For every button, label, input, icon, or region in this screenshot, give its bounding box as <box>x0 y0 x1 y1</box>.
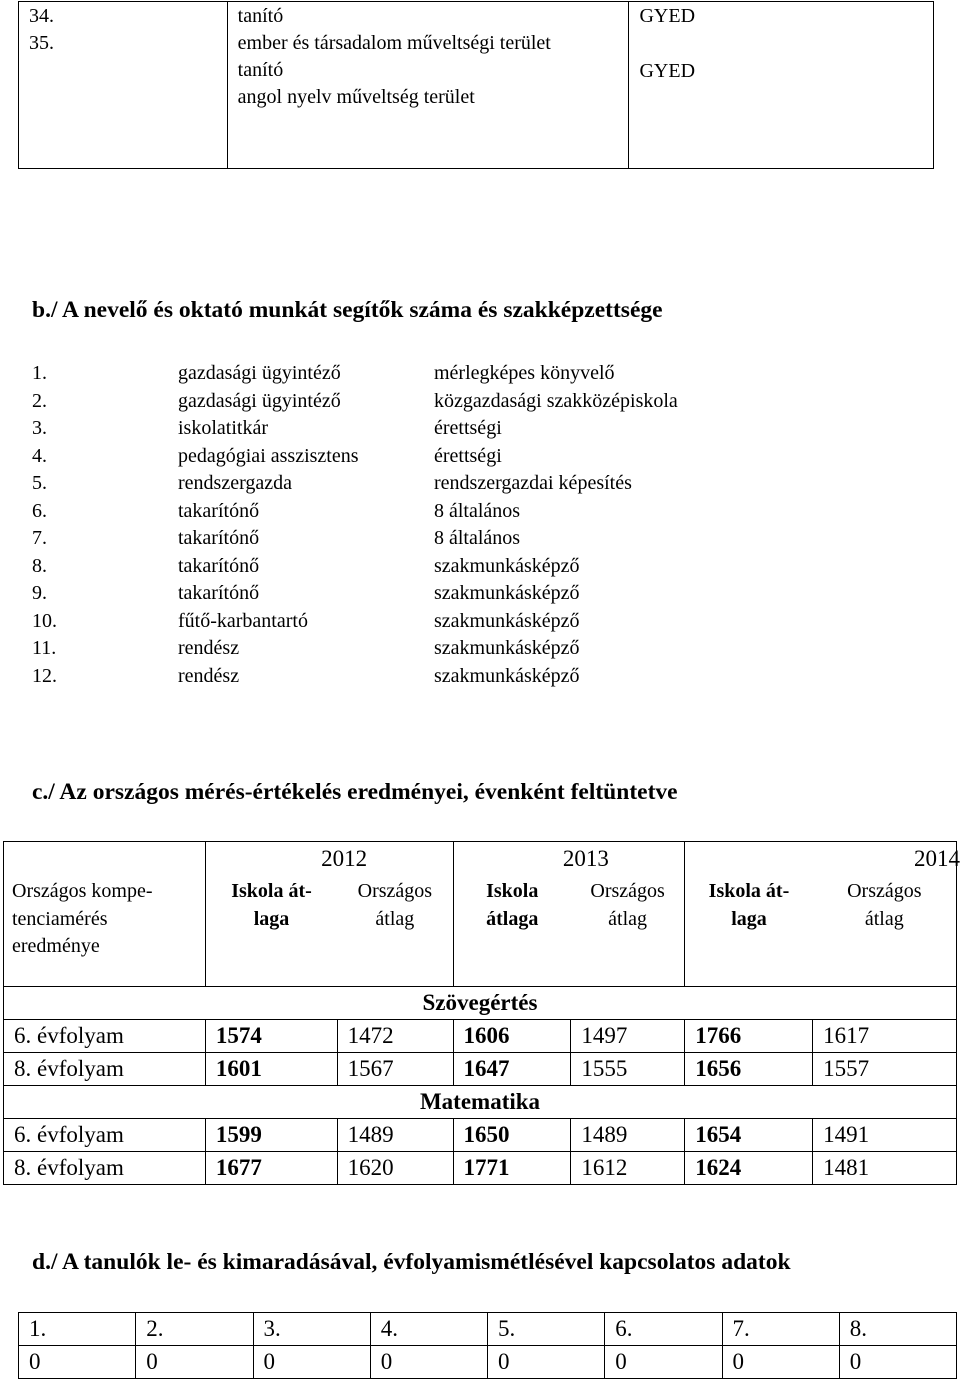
grades-row <box>19 1313 957 1346</box>
value-cell: 0 <box>19 1346 136 1379</box>
list-item <box>32 417 832 445</box>
staff-number: 7. <box>32 527 47 549</box>
staff-qualification: szakmunkásképző <box>434 582 580 604</box>
national-avg-value: 1612 <box>571 1152 685 1185</box>
list-item <box>32 582 832 610</box>
list-item <box>32 555 832 583</box>
year-label-2013: 2013 <box>562 846 609 871</box>
list-item <box>32 500 832 528</box>
header-text: Iskola <box>486 880 539 902</box>
section-title-row <box>4 987 957 1020</box>
grade-cell: 4. <box>370 1313 487 1346</box>
list-item <box>32 665 832 693</box>
staff-number: 10. <box>32 609 57 632</box>
school-avg-value: 1606 <box>453 1020 571 1053</box>
staff-qualification: 8 általános <box>434 499 521 522</box>
position-text: tanító <box>237 5 284 27</box>
staff-position: iskolatitkár <box>178 417 268 439</box>
school-avg-value: 1654 <box>685 1119 813 1152</box>
national-avg-value: 1489 <box>337 1119 453 1152</box>
staff-qualification: szakmunkásképző <box>434 609 580 632</box>
row-header-text: tenciamérés <box>12 907 108 930</box>
staff-number: 11. <box>32 637 57 659</box>
national-avg-value: 1489 <box>571 1119 685 1152</box>
national-avg-value: 1617 <box>813 1020 957 1053</box>
header-text: laga <box>731 907 767 930</box>
assessment-results-table <box>3 841 960 1185</box>
grade-cell: 3. <box>253 1313 370 1346</box>
year-label-2014: 2014 <box>914 846 960 871</box>
staff-qualification: mérlegképes könyvelő <box>434 362 615 384</box>
national-avg-value: 1491 <box>813 1119 957 1152</box>
school-avg-value: 1624 <box>685 1152 813 1185</box>
value-cell: 0 <box>253 1346 370 1379</box>
staff-qualification: közgazdasági szakközépiskola <box>434 389 678 412</box>
value-cell: 0 <box>605 1346 722 1379</box>
staff-list <box>32 362 832 692</box>
position-text: angol nyelv műveltség terület <box>237 86 475 108</box>
school-avg-value: 1677 <box>205 1152 337 1185</box>
staff-number: 2. <box>32 389 47 412</box>
staff-qualification: 8 általános <box>434 527 521 549</box>
national-avg-header-2013 <box>562 842 685 987</box>
staff-qualification: szakmunkásképző <box>434 664 580 687</box>
staff-continuation-table <box>18 1 934 169</box>
grade-label: 6. évfolyam <box>4 1119 206 1152</box>
header-text: Iskola át- <box>231 880 312 902</box>
staff-position: rendész <box>178 637 240 659</box>
list-item <box>32 527 832 555</box>
header-text: Országos <box>357 880 433 902</box>
staff-position: fűtő-karbantartó <box>178 609 308 632</box>
section-b-heading: b./ A nevelő és oktató munkát segítők száma és szakképzettsége <box>32 297 663 323</box>
school-avg-value: 1601 <box>205 1053 337 1086</box>
national-avg-value: 1472 <box>337 1020 453 1053</box>
staff-position: takarítónő <box>178 554 260 577</box>
table-row <box>4 1053 957 1086</box>
header-text: átlaga <box>486 907 539 930</box>
grade-label: 6. évfolyam <box>4 1020 206 1053</box>
list-item <box>32 637 832 665</box>
position-cell <box>227 2 629 169</box>
national-avg-value: 1481 <box>813 1152 957 1185</box>
row-number-cell <box>19 2 228 169</box>
national-avg-header-2012 <box>321 842 453 987</box>
school-avg-value: 1599 <box>205 1119 337 1152</box>
staff-qualification: érettségi <box>434 417 502 439</box>
grade-label: 8. évfolyam <box>4 1152 206 1185</box>
grade-cell: 1. <box>19 1313 136 1346</box>
national-avg-header-2014 <box>813 842 960 987</box>
list-item <box>32 445 832 473</box>
staff-number: 1. <box>32 362 47 384</box>
school-avg-value: 1771 <box>453 1152 571 1185</box>
national-avg-value: 1555 <box>571 1053 685 1086</box>
section-d-heading: d./ A tanulók le- és kimaradásával, évfolyamismétlésével kapcsolatos adatok <box>32 1249 791 1275</box>
year-label-2012: 2012 <box>321 846 368 871</box>
school-avg-header-2014 <box>685 842 813 987</box>
header-text: átlag <box>608 907 648 930</box>
table-header-row <box>4 842 957 987</box>
staff-number: 6. <box>32 499 47 522</box>
staff-qualification: szakmunkásképző <box>434 637 580 659</box>
dropout-table <box>18 1312 957 1379</box>
grade-label: 8. évfolyam <box>4 1053 206 1086</box>
grade-cell: 2. <box>136 1313 253 1346</box>
row-header-text: Országos kompe- <box>12 880 153 902</box>
header-text: átlag <box>375 907 415 930</box>
grade-cell: 7. <box>722 1313 839 1346</box>
header-text: Országos <box>847 880 922 902</box>
list-item <box>32 472 832 500</box>
table-row <box>4 1119 957 1152</box>
school-avg-value: 1647 <box>453 1053 571 1086</box>
staff-number: 9. <box>32 582 47 604</box>
header-text: Iskola át- <box>708 880 790 902</box>
position-text: tanító <box>237 59 284 81</box>
row-number: 34. <box>29 5 54 27</box>
staff-number: 5. <box>32 472 47 494</box>
list-item <box>32 610 832 638</box>
staff-qualification: szakmunkásképző <box>434 554 580 577</box>
national-avg-value: 1620 <box>337 1152 453 1185</box>
status-text: GYED <box>639 60 696 82</box>
staff-position: rendszergazda <box>178 472 293 494</box>
staff-position: rendész <box>178 664 240 687</box>
value-cell: 0 <box>136 1346 253 1379</box>
section-c-heading: c./ Az országos mérés-értékelés eredményei, évenként feltüntetve <box>32 779 678 805</box>
values-row <box>19 1346 957 1379</box>
staff-qualification: érettségi <box>434 444 502 467</box>
staff-position: gazdasági ügyintéző <box>178 389 341 412</box>
section-title: Matematika <box>4 1086 957 1119</box>
value-cell: 0 <box>722 1346 839 1379</box>
value-cell: 0 <box>488 1346 605 1379</box>
staff-position: pedagógiai asszisztens <box>178 444 359 467</box>
staff-number: 8. <box>32 554 47 577</box>
school-avg-value: 1766 <box>685 1020 813 1053</box>
national-avg-value: 1497 <box>571 1020 685 1053</box>
header-text: laga <box>253 907 290 930</box>
status-cell <box>629 2 934 169</box>
national-avg-value: 1557 <box>813 1053 957 1086</box>
row-header-text: eredménye <box>12 935 100 957</box>
grade-cell: 5. <box>488 1313 605 1346</box>
school-avg-value: 1656 <box>685 1053 813 1086</box>
staff-number: 3. <box>32 417 47 439</box>
school-avg-value: 1574 <box>205 1020 337 1053</box>
staff-number: 12. <box>32 664 57 687</box>
staff-position: takarítónő <box>178 527 260 549</box>
header-text: átlag <box>864 907 904 930</box>
row-header-cell <box>4 842 206 987</box>
table-row <box>4 1020 957 1053</box>
header-text: Országos <box>590 880 665 902</box>
section-title-row <box>4 1086 957 1119</box>
value-cell: 0 <box>839 1346 956 1379</box>
staff-qualification: rendszergazdai képesítés <box>434 472 632 494</box>
staff-position: takarítónő <box>178 582 260 604</box>
table-row <box>19 2 934 169</box>
table-row <box>4 1152 957 1185</box>
staff-position: gazdasági ügyintéző <box>178 362 341 384</box>
position-text: ember és társadalom műveltségi terület <box>237 32 551 54</box>
list-item <box>32 390 832 418</box>
staff-number: 4. <box>32 444 47 467</box>
grade-cell: 6. <box>605 1313 722 1346</box>
status-text: GYED <box>639 5 696 27</box>
national-avg-value: 1567 <box>337 1053 453 1086</box>
list-item <box>32 362 832 390</box>
row-number: 35. <box>29 32 54 54</box>
section-title: Szövegértés <box>4 987 957 1020</box>
value-cell: 0 <box>370 1346 487 1379</box>
staff-position: takarítónő <box>178 499 260 522</box>
grade-cell: 8. <box>839 1313 956 1346</box>
school-avg-value: 1650 <box>453 1119 571 1152</box>
